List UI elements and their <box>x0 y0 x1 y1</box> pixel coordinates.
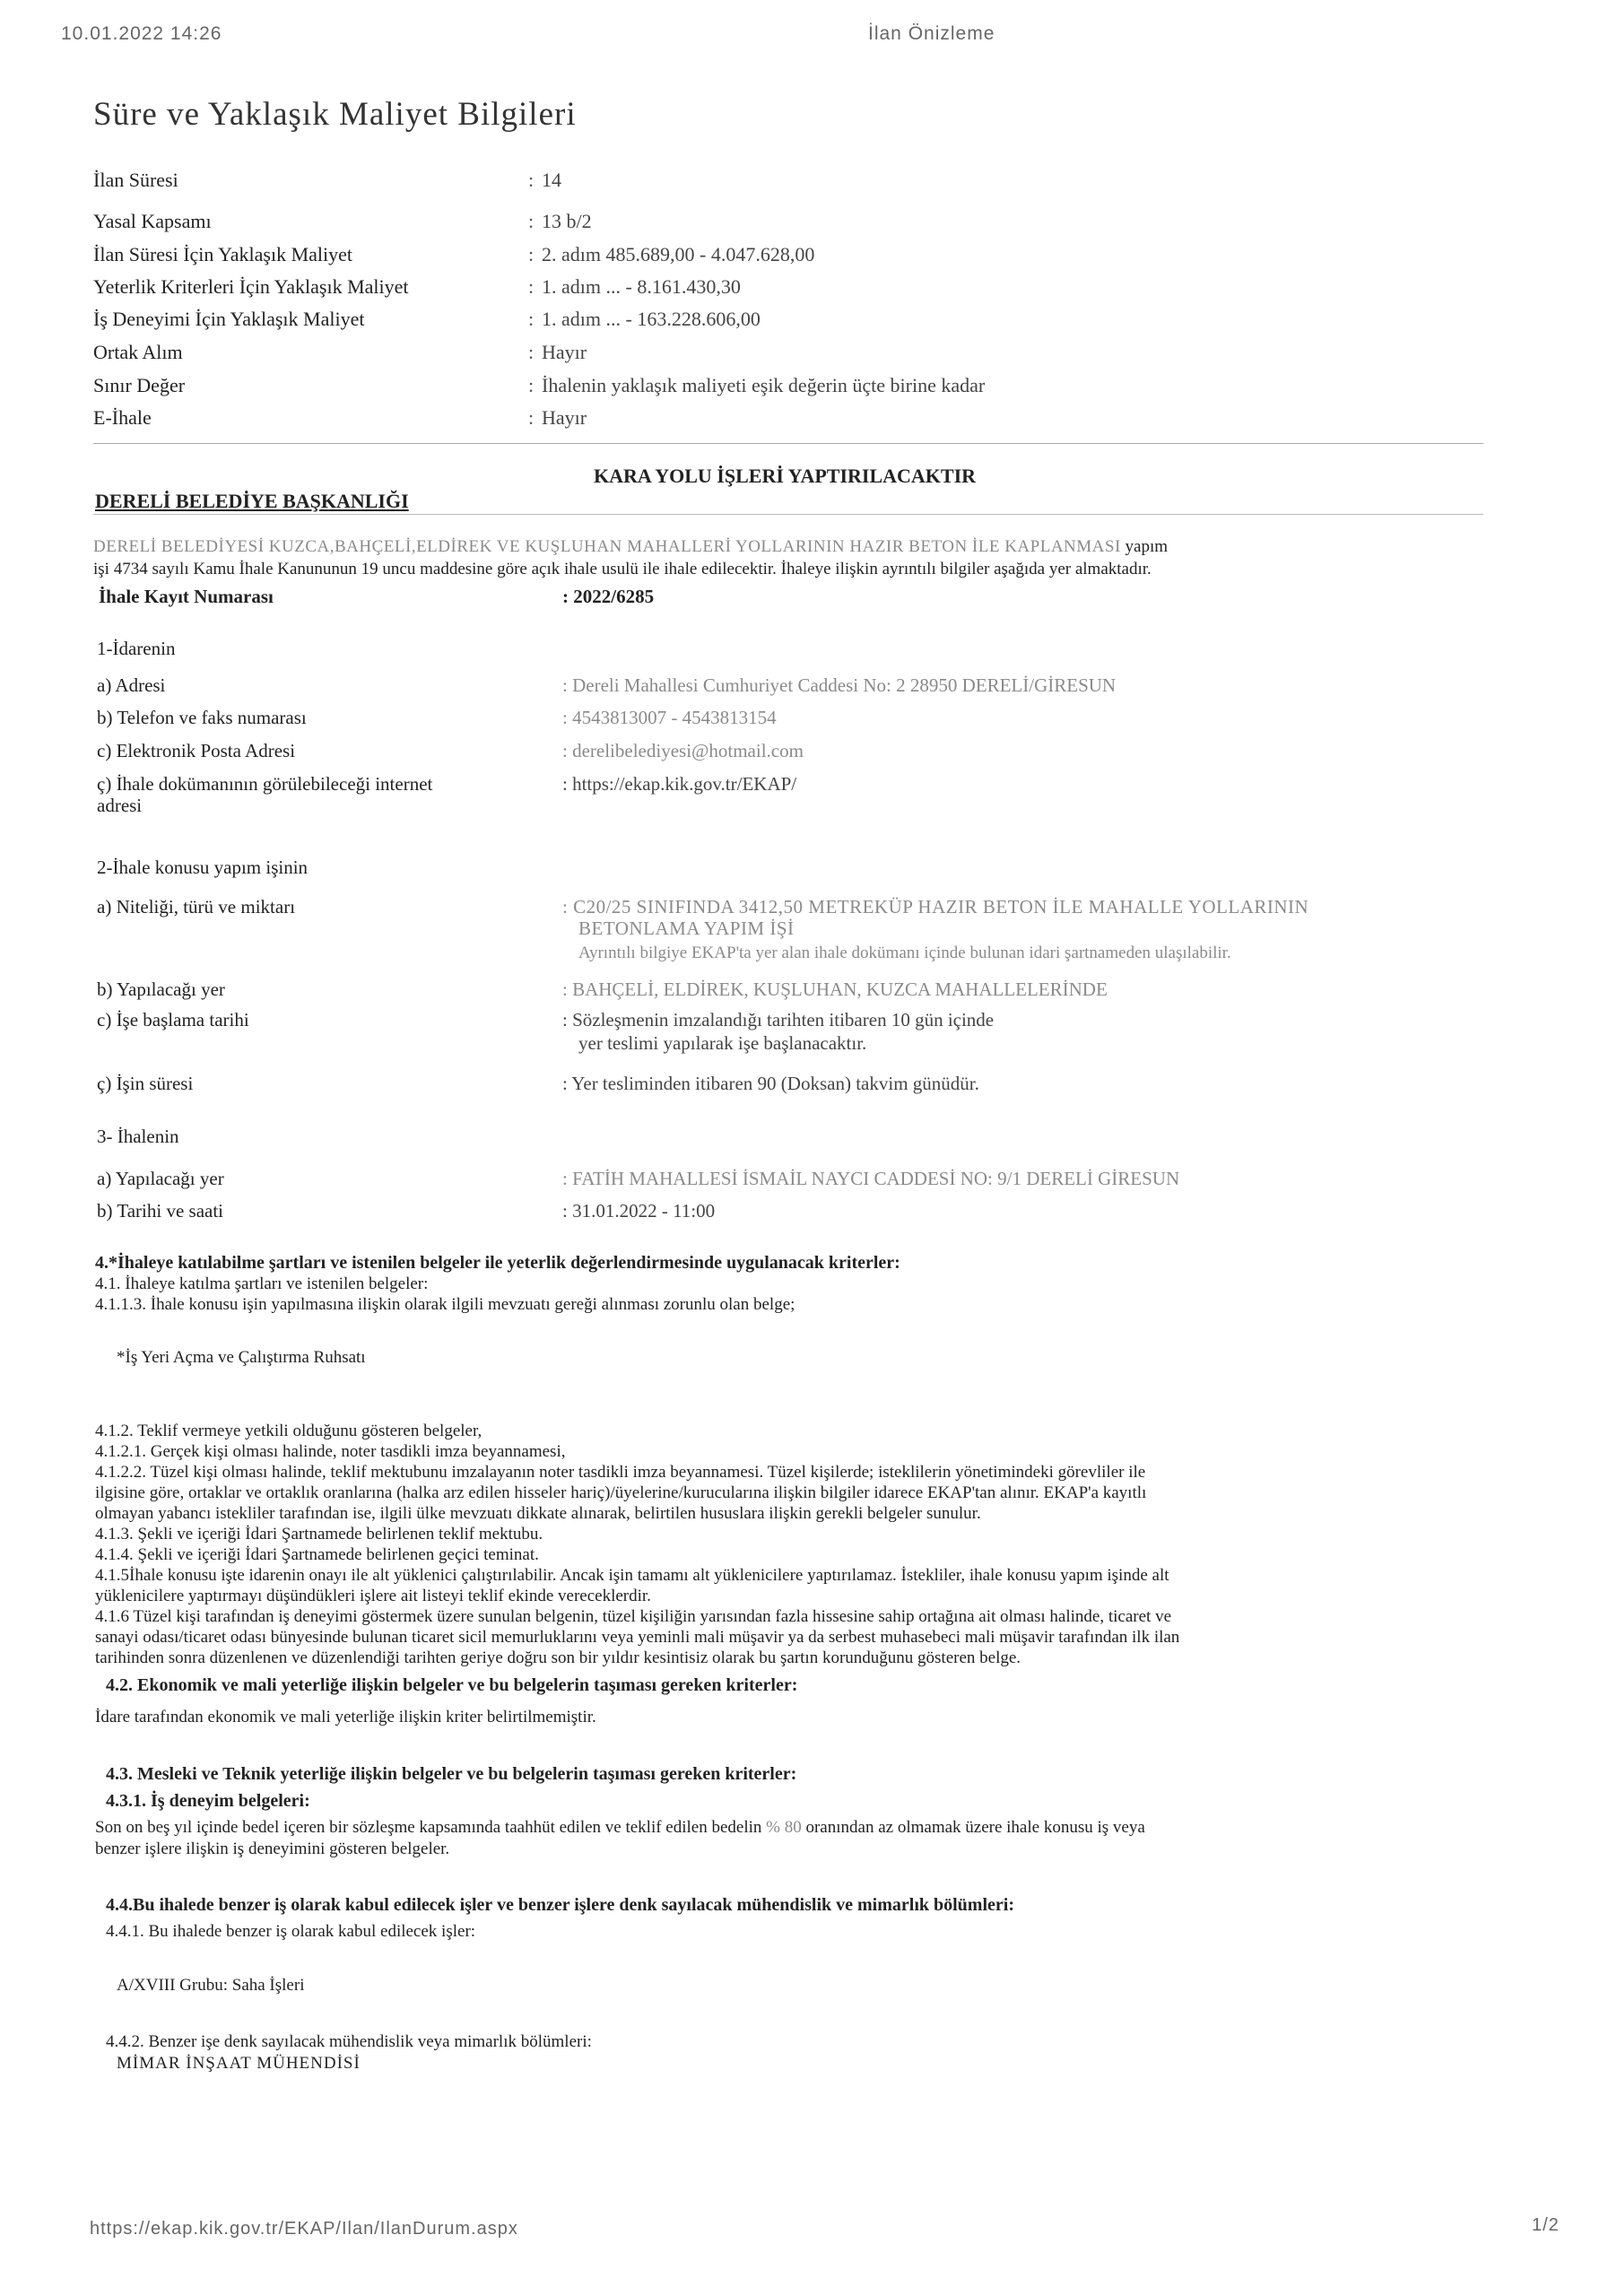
idare-email: : derelibelediyesi@hotmail.com <box>562 740 804 761</box>
summary-row: Yasal Kapsamı : 13 b/2 <box>93 210 592 232</box>
idare-address-label: a) Adresi <box>97 674 166 696</box>
idare-web-label-2: adresi <box>97 795 143 816</box>
criteria-412: 4.1.2. Teklif vermeye yetkili olduğunu gösteren belgeler, <box>95 1422 482 1440</box>
summary-row: Yeterlik Kriterleri İçin Yaklaşık Maliyet : 1. adım ... - 8.161.430,30 <box>93 275 741 298</box>
divider <box>93 514 1483 515</box>
criteria-44-heading: 4.4.Bu ihalede benzer iş olarak kabul edilecek işler ve benzer işlere denk sayılacak mühendislik ve mimarlık bölümleri: <box>106 1895 1014 1915</box>
section-title: Süre ve Yaklaşık Maliyet Bilgileri <box>93 96 577 133</box>
summary-row: İş Deneyimi İçin Yaklaşık Maliyet : 1. adım ... - 163.228.606,00 <box>93 308 761 330</box>
kayit-number: : 2022/6285 <box>562 586 655 607</box>
summary-key: İlan Süresi İçin Yaklaşık Maliyet <box>93 243 353 265</box>
yapim-yer: : BAHÇELİ, ELDİREK, KUŞLUHAN, KUZCA MAHALLELERİNDE <box>562 978 1108 1000</box>
summary-value: Hayır <box>542 341 587 363</box>
footer-url: https://ekap.kik.gov.tr/EKAP/Ilan/IlanDurum.aspx <box>90 2219 518 2239</box>
criteria-4122-2: ilgisine göre, ortaklar ve ortaklık oranlarına (halka arz edilen hisseler hariç)/üyelerine/kurucularına ilişkin bilgiler idarece EKAP'tan alınır. EKAP'a kayıtlı <box>95 1483 1147 1502</box>
ihale-tarih-label: b) Tarihi ve saati <box>97 1200 224 1222</box>
summary-row: Sınır Değer : İhalenin yaklaşık maliyeti eşik değerin üçte birine kadar <box>93 374 986 396</box>
percentage-value: % 80 <box>766 1818 802 1837</box>
nitelik-label: a) Niteliği, türü ve miktarı <box>97 896 296 918</box>
criteria-42-heading: 4.2. Ekonomik ve mali yeterliğe ilişkin belgeler ve bu belgelerin taşıması gereken kriterler: <box>106 1675 798 1695</box>
print-page-title: İlan Önizleme <box>868 23 995 44</box>
ihale-yer-label: a) Yapılacağı yer <box>97 1168 224 1189</box>
authority-name: DERELİ BELEDİYE BAŞKANLIĞI <box>95 490 409 512</box>
criteria-416: 4.1.6 Tüzel kişi tarafından iş deneyimi göstermek üzere sunulan belgenin, tüzel kişiliğin yarısından fazla hissesine sahip ortağına ait olması halinde, ticaret ve <box>95 1607 1171 1626</box>
project-title: DERELİ BELEDİYESİ KUZCA,BAHÇELİ,ELDİREK VE KUŞLUHAN MAHALLERİ YOLLARININ HAZIR BETON İLE KAPLANMASI <box>93 537 1121 556</box>
print-datetime: 10.01.2022 14:26 <box>61 23 222 44</box>
criteria-4122: 4.1.2.2. Tüzel kişi olması halinde, teklif mektubunu imzalayanın noter tasdikli imza beyannamesi. Tüzel kişilerde; isteklilerin yönetimindeki görevliler ile <box>95 1463 1146 1482</box>
criteria-4113: 4.1.1.3. İhale konusu işin yapılmasına ilişkin olarak ilgili mevzuatı gereği alınması zorunlu olan belge; <box>95 1295 795 1314</box>
summary-key: Yeterlik Kriterleri İçin Yaklaşık Maliyet <box>93 275 409 298</box>
page-number: 1/2 <box>1532 2215 1560 2235</box>
criteria-431-heading: 4.3.1. İş deneyim belgeleri: <box>106 1791 310 1811</box>
criteria-415-2: yüklenicilere yaptırmayı düşündükleri işlere ait listeyi teklif ekinde vereceklerdir. <box>95 1587 651 1605</box>
criteria-416-3: tarihinden sonra düzenlenen ve düzenlendiği tarihten geriye doğru son bir yıldır kesintisiz olarak bu şartın korunduğunu gösteren belge. <box>95 1648 1021 1667</box>
ihale-heading: 3- İhalenin <box>97 1126 179 1147</box>
summary-value: 13 b/2 <box>542 210 592 232</box>
summary-key: İlan Süresi <box>93 169 178 191</box>
ruhsat-text: *İş Yeri Açma ve Çalıştırma Ruhsatı <box>117 1348 366 1367</box>
criteria-414: 4.1.4. Şekli ve içeriği İdari Şartnamede belirlenen geçici teminat. <box>95 1545 539 1564</box>
summary-value: 2. adım 485.689,00 - 4.047.628,00 <box>542 243 815 265</box>
sure-label: ç) İşin süresi <box>97 1073 194 1094</box>
criteria-41: 4.1. İhaleye katılma şartları ve istenilen belgeler: <box>95 1274 429 1293</box>
summary-value: 14 <box>542 169 561 191</box>
baslama-label: c) İşe başlama tarihi <box>97 1009 249 1031</box>
ihale-yer: : FATİH MAHALLESİ İSMAİL NAYCI CADDESİ NO: 9/1 DERELİ GİRESUN <box>562 1168 1180 1189</box>
summary-value: 1. adım ... - 163.228.606,00 <box>542 308 761 330</box>
kayit-label: İhale Kayıt Numarası <box>99 586 274 607</box>
yapim-yer-label: b) Yapılacağı yer <box>97 978 225 1000</box>
idare-web: : https://ekap.kik.gov.tr/EKAP/ <box>562 773 797 795</box>
ihale-tarih: : 31.01.2022 - 11:00 <box>562 1200 716 1222</box>
summary-row: İlan Süresi İçin Yaklaşık Maliyet : 2. adım 485.689,00 - 4.047.628,00 <box>93 243 815 265</box>
criteria-4121: 4.1.2.1. Gerçek kişi olması halinde, noter tasdikli imza beyannamesi, <box>95 1442 566 1461</box>
yapim-heading: 2-İhale konusu yapım işinin <box>97 857 309 878</box>
intro-line-2: işi 4734 sayılı Kamu İhale Kanununun 19 uncu maddesine göre açık ihale usulü ile ihale edilecektir. İhaleye ilişkin ayrıntılı bilgiler aşağıda yer almaktadır. <box>93 560 1152 578</box>
idare-heading: 1-İdarenin <box>97 638 176 659</box>
idare-phone: : 4543813007 - 4543813154 <box>562 707 777 728</box>
idare-email-label: c) Elektronik Posta Adresi <box>97 740 296 761</box>
summary-key: Ortak Alım <box>93 341 183 363</box>
notice-headline: KARA YOLU İŞLERİ YAPTIRILACAKTIR <box>594 465 977 487</box>
summary-row: İlan Süresi : 14 <box>93 169 561 191</box>
criteria-42-text: İdare tarafından ekonomik ve mali yeterliğe ilişkin kriter belirtilmemiştir. <box>95 1708 596 1726</box>
criteria-431-text: Son on beş yıl içinde bedel içeren bir sözleşme kapsamında taahhüt edilen ve teklif edilen bedelin % 80 oranından az olmamak üzere ihale konusu iş veya <box>95 1818 1145 1837</box>
criteria-416-2: sanayi odası/ticaret odası bünyesinde bulunan ticaret sicil memurluklarını veya yeminli mali müşavir ya da serbest muhasebeci mali müşavir tarafından ilk ilan <box>95 1628 1180 1647</box>
summary-key: Yasal Kapsamı <box>93 210 212 232</box>
nitelik-value-2: BETONLAMA YAPIM İŞİ <box>578 918 795 939</box>
benzer-is-grubu: A/XVIII Grubu: Saha İşleri <box>117 1976 305 1995</box>
summary-key: E-İhale <box>93 406 152 429</box>
criteria-heading: 4.*İhaleye katılabilme şartları ve istenilen belgeler ile yeterlik değerlendirmesinde uygulanacak kriterler: <box>95 1253 900 1273</box>
summary-row: E-İhale : Hayır <box>93 406 587 429</box>
criteria-442: 4.4.2. Benzer işe denk sayılacak mühendislik veya mimarlık bölümleri: <box>106 2032 592 2051</box>
idare-address: : Dereli Mahallesi Cumhuriyet Caddesi No: 2 28950 DERELİ/GİRESUN <box>562 674 1117 696</box>
criteria-415: 4.1.5İhale konusu işte idarenin onayı ile alt yüklenici çalıştırılabilir. Ancak işin tamamı alt yüklenicilere yaptırılamaz. İstekliler, ihale konusu yapım işinde alt <box>95 1566 1169 1585</box>
intro-line-1: DERELİ BELEDİYESİ KUZCA,BAHÇELİ,ELDİREK VE KUŞLUHAN MAHALLERİ YOLLARININ HAZIR BETON İLE KAPLANMASI yapım <box>93 537 1169 556</box>
summary-key: Sınır Değer <box>93 374 186 396</box>
summary-value: 1. adım ... - 8.161.430,30 <box>542 275 741 298</box>
summary-value: Hayır <box>542 406 587 429</box>
nitelik-value: : C20/25 SINIFINDA 3412,50 METREKÜP HAZIR BETON İLE MAHALLE YOLLARININ <box>562 896 1309 918</box>
muhendislik-bolumu: MİMAR İNŞAAT MÜHENDİSİ <box>117 2054 361 2073</box>
baslama-value: : Sözleşmenin imzalandığı tarihten itibaren 10 gün içinde <box>562 1009 995 1031</box>
criteria-43-heading: 4.3. Mesleki ve Teknik yeterliğe ilişkin belgeler ve bu belgelerin taşıması gereken kriterler: <box>106 1764 797 1784</box>
summary-row: Ortak Alım : Hayır <box>93 341 587 363</box>
criteria-431-text-2: benzer işlere ilişkin iş deneyimini gösteren belgeler. <box>95 1839 450 1858</box>
divider <box>93 443 1483 444</box>
criteria-441: 4.4.1. Bu ihalede benzer iş olarak kabul edilecek işler: <box>106 1922 476 1941</box>
summary-key: İş Deneyimi İçin Yaklaşık Maliyet <box>93 308 365 330</box>
criteria-4122-3: olmayan yabancı istekliler tarafından ise, ilgili ülke mevzuatı dikkate alınarak, belirtilen hususlara ilişkin gerekli belgeler sunulur. <box>95 1504 981 1523</box>
summary-value: İhalenin yaklaşık maliyeti eşik değerin üçte birine kadar <box>542 374 986 396</box>
idare-web-label: ç) İhale dokümanının görülebileceği internet <box>97 773 433 795</box>
sure-value: : Yer tesliminden itibaren 90 (Doksan) takvim günüdür. <box>562 1073 979 1094</box>
nitelik-note: Ayrıntılı bilgiye EKAP'ta yer alan ihale dokümanı içinde bulunan idari şartnameden ulaşılabilir. <box>578 944 1231 962</box>
idare-phone-label: b) Telefon ve faks numarası <box>97 707 307 728</box>
criteria-413: 4.1.3. Şekli ve içeriği İdari Şartnamede belirlenen teklif mektubu. <box>95 1525 543 1544</box>
baslama-value-2: yer teslimi yapılarak işe başlanacaktır. <box>578 1032 867 1054</box>
